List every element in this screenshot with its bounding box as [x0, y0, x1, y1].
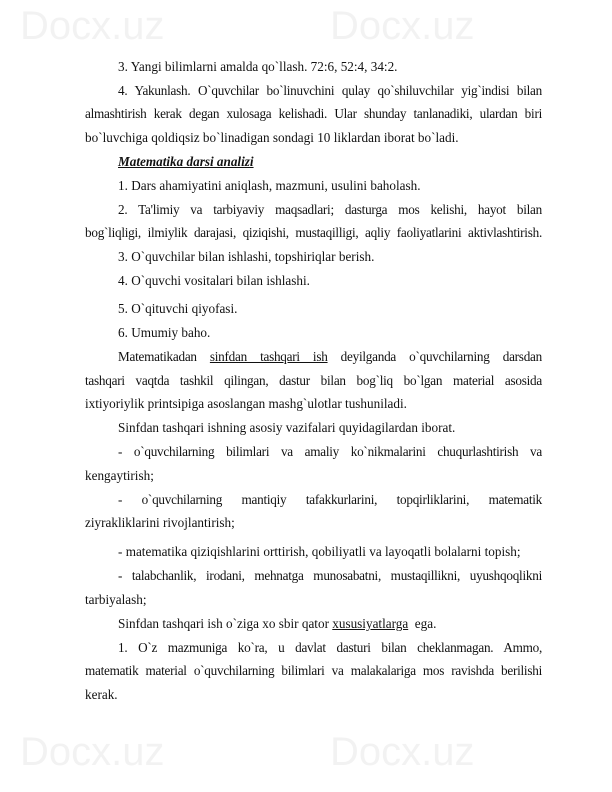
list-item: - o`quvchilarning mantiqiy tafakkurlarini, topqirliklarini, matematik [118, 492, 542, 507]
text-line: 3. Yangi bilimlarni amalda qo`llash. 72:6, 52:4, 34:2. [118, 59, 398, 74]
text-line: 1. O`z mazmuniga ko`ra, u davlat dasturi bilan cheklanmagan. Ammo, [118, 640, 542, 655]
watermark: Docx.uz [20, 730, 165, 774]
text-span: deyilganda o`quvchilarning darsdan [340, 349, 542, 364]
watermark: Docx.uz [330, 4, 475, 48]
text-line: kengaytirish; [85, 468, 154, 483]
list-item: - matematika qiziqishlarini orttirish, qobiliyatli va layoqatli bolalarni topish; [118, 544, 521, 559]
text-line: 4. O`quvchi vositalari bilan ishlashi. [118, 273, 310, 288]
heading-text: Matematika darsi analizi [118, 154, 254, 169]
underlined-term: xususiyatlarga [332, 616, 409, 631]
text-span: Sinfdan tashqari ish o`ziga xo sbir qator [118, 616, 329, 631]
text-line [118, 616, 542, 632]
text-line: 5. O`qituvchi qiyofasi. [118, 301, 238, 316]
text-line [118, 349, 542, 365]
list-item: - o`quvchilarning bilimlari va amaliy ko`nikmalarini chuqurlashtirish va [118, 444, 542, 459]
list-item: - talabchanlik, irodani, mehnatga munosabatni, mustaqillikni, uyushqoqlikni [118, 568, 542, 583]
underlined-term: sinfdan tashqari ish [209, 349, 328, 364]
text-line: ziyrakliklarini rivojlantirish; [85, 515, 235, 530]
text-line: tarbiyalash; [85, 592, 147, 607]
text-line: ixtiyoriylik printsipiga asoslangan mashg`ulotlar tushuniladi. [85, 396, 407, 411]
text-span: Matematikadan [118, 349, 197, 364]
text-line: tashqari vaqtda tashkil qilingan, dastur bilan bog`liq bo`lgan material asosida [85, 373, 542, 388]
text-line: matematik material o`quvchilarning bilimlari va malakalariga mos ravishda berilishi [85, 663, 542, 678]
text-line: bo`luvchiga qoldiqsiz bo`linadigan sondagi 10 liklardan iborat bo`ladi. [85, 130, 459, 145]
watermark: Docx.uz [20, 4, 165, 48]
text-line: 6. Umumiy baho. [118, 325, 211, 340]
text-line: 2. Ta'limiy va tarbiyaviy maqsadlari; dasturga mos kelishi, hayot bilan [118, 202, 542, 217]
text-line: almashtirish kerak degan xulosaga kelishadi. Ular shunday tanlanadiki, ulardan biri [85, 106, 542, 121]
text-line: 4. Yakunlash. O`quvchilar bo`linuvchini qulay qo`shiluvchilar yig`indisi bilan [118, 83, 542, 98]
text-line: 1. Dars ahamiyatini aniqlash, mazmuni, usulini baholash. [118, 178, 421, 193]
text-line: bog`liqligi, ilmiylik darajasi, qiziqishi, mustaqilligi, aqliy faoliyatlarini aktivlashtirish. [85, 225, 542, 240]
text-span: ega. [414, 616, 437, 631]
text-line: Sinfdan tashqari ishning asosiy vazifalari quyidagilardan iborat. [118, 420, 456, 435]
text-line: 3. O`quvchilar bilan ishlashi, topshiriqlar berish. [118, 249, 375, 264]
text-line: kerak. [85, 687, 118, 702]
watermark: Docx.uz [330, 730, 475, 774]
section-heading [118, 154, 542, 170]
